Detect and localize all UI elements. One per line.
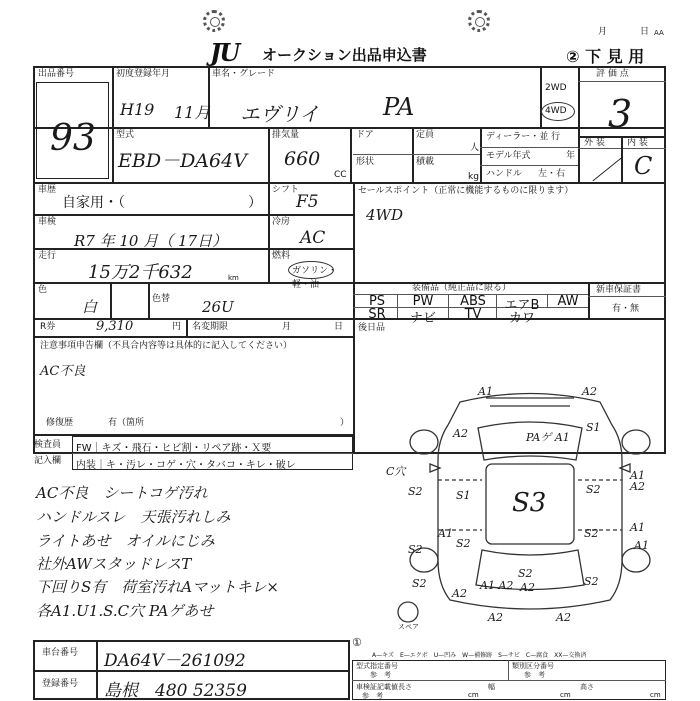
diagram-mark-7: S2 xyxy=(408,485,423,498)
model-value: EBD－DA64V xyxy=(118,150,247,172)
model-label: 型式 xyxy=(116,130,135,140)
circle-one-mark: ① xyxy=(352,636,362,649)
dealer-import-label: ディーラー・並 行 xyxy=(486,132,561,142)
copy-label: ② 下 見 用 xyxy=(566,47,645,66)
deadline-month-label: 月 xyxy=(282,322,292,332)
equip-aw: AW xyxy=(557,294,579,309)
diagram-mark-12: S2 xyxy=(586,483,601,496)
drive-4wd-label: 4WD xyxy=(545,106,567,116)
yen-label: 円 xyxy=(172,322,182,332)
registration-year-value: H19 xyxy=(120,100,155,119)
ju-logo: JU xyxy=(210,38,239,67)
displacement-value: 660 xyxy=(284,148,321,170)
interior-grade-value: C xyxy=(634,152,653,180)
load-label: 積載 xyxy=(416,157,435,167)
retrofit-label: 後日品 xyxy=(358,323,386,333)
model-year-label: モデル年式 xyxy=(486,151,531,161)
diagram-mark-5: PAゲ A1 xyxy=(526,431,570,444)
registration-number-label: 登録番号 xyxy=(42,679,79,689)
car-name-value: エヴリイ xyxy=(240,102,320,126)
handwritten-note-6: 各A1.U1.S.C穴 PAゲあせ xyxy=(36,602,214,620)
cert-reference-label: 車検証記載値 xyxy=(356,683,398,691)
form-title: オークション出品申込書 xyxy=(262,46,427,64)
cooling-label: 冷房 xyxy=(272,217,291,227)
rating-score-value: 3 xyxy=(608,92,633,136)
day-label: 日 xyxy=(640,27,650,37)
diagram-mark-3: S1 xyxy=(586,421,601,434)
diagram-mark-19: S2 xyxy=(584,575,599,588)
cert-reference-ref: 参 考 xyxy=(362,692,383,700)
color-value: 白 xyxy=(82,298,98,316)
diagram-mark-24: A2 xyxy=(488,611,503,624)
diagram-mark-13: S2 xyxy=(584,527,599,540)
diagram-mark-10: S2 xyxy=(456,537,471,550)
sales-point-label: セールスポイント（正常に機能するものに限ります） xyxy=(358,186,574,196)
fuel-label: 燃料 xyxy=(272,251,291,261)
equip-leather: カワ xyxy=(508,311,535,326)
chassis-number-value: DA64V－261092 xyxy=(104,651,246,671)
width-label: 幅 xyxy=(488,683,495,691)
interior-label: 内 装 xyxy=(627,138,648,148)
repair-history-label: 修復歴 xyxy=(46,418,74,428)
diagram-mark-20: A2 xyxy=(520,581,535,594)
mileage-label: 走行 xyxy=(38,251,57,261)
color-change-value: 26U xyxy=(202,298,234,316)
displacement-label: 排気量 xyxy=(272,130,300,140)
drive-2wd-label: 2WD xyxy=(545,83,567,93)
diagram-mark-18: S2 xyxy=(518,567,533,580)
diagram-mark-23: A1 A2 xyxy=(480,579,514,592)
diagram-mark-16: S2 xyxy=(408,543,423,556)
diagram-mark-25: A2 xyxy=(556,611,571,624)
length-unit: cm xyxy=(468,691,479,699)
lot-number-value: 93 xyxy=(50,118,96,159)
cooling-value: AC xyxy=(300,228,326,248)
km-label: km xyxy=(228,274,239,282)
diagram-mark-14: A1 A2 xyxy=(630,469,645,493)
diagram-mark-15: A1 xyxy=(630,521,645,534)
punch-hole-left xyxy=(203,10,225,32)
shift-label: シフト xyxy=(272,185,300,195)
repair-close: ） xyxy=(340,418,350,428)
length-label: 長さ xyxy=(398,683,412,691)
chassis-number-label: 車台番号 xyxy=(42,648,79,658)
sales-point-value: 4WD xyxy=(366,206,403,224)
capacity-label: 定員 xyxy=(416,130,435,140)
recycle-label: R券 xyxy=(40,322,56,332)
color-label: 色 xyxy=(38,285,48,295)
cc-label: CC xyxy=(334,170,347,180)
handwritten-note-3: ライトあせ オイルにじみ xyxy=(36,532,215,550)
usage-value: 自家用・（ xyxy=(62,195,125,211)
shift-value: F5 xyxy=(296,192,319,212)
fuel-gasoline-circle xyxy=(288,261,334,279)
usage-close: ） xyxy=(248,195,262,211)
name-change-deadline-label: 名変期限 xyxy=(192,322,229,332)
handle-options: 左・右 xyxy=(538,169,566,179)
class-number-ref: 参 考 xyxy=(524,671,545,679)
entry-field-label: 記入欄 xyxy=(34,456,62,466)
recycle-fee-value: 9,310 xyxy=(96,319,134,334)
equip-tv: TV xyxy=(464,307,482,322)
spare-label: スペア xyxy=(398,623,419,631)
diagram-mark-8: S1 xyxy=(456,489,471,502)
diagram-mark-11: S3 xyxy=(512,488,547,518)
inspection-interior-row: 内装｜キ・汚レ・コゲ・穴・タバコ・キレ・破レ xyxy=(76,460,296,471)
equip-pw: PW xyxy=(412,294,434,309)
month-label: 月 xyxy=(598,27,608,37)
person-unit-label: 人 xyxy=(470,143,480,153)
rating-label: 評 価 点 xyxy=(596,69,629,79)
registration-number-value: 島根 480 52359 xyxy=(104,681,247,701)
equip-navi: ナビ xyxy=(409,311,436,326)
repair-exists-label: 有（箇所 xyxy=(108,418,145,428)
notice-value: AC不良 xyxy=(40,364,86,379)
width-unit: cm xyxy=(560,691,571,699)
deadline-day-label: 日 xyxy=(334,322,344,332)
handwritten-note-2: ハンドルスレ 天張汚れしみ xyxy=(36,508,231,526)
diagram-mark-9: A1 xyxy=(438,527,453,540)
inspection-fw-row: FW｜キズ・飛石・ヒビ割・リペア跡・Ｘ要 xyxy=(76,443,272,454)
equipment-label: 装備品（純正品に限る） xyxy=(412,283,512,293)
punch-hole-right xyxy=(468,10,490,32)
equip-ps: PS xyxy=(368,294,386,309)
warranty-options: 有・無 xyxy=(612,304,640,314)
color-change-label: 色替 xyxy=(152,294,171,304)
class-number-label: 類別区分番号 xyxy=(512,662,554,670)
shape-label: 形状 xyxy=(356,157,375,167)
lot-number-label: 出品番号 xyxy=(38,69,75,79)
fuel-options: ガソリン・軽・油 xyxy=(292,266,338,290)
equip-airbag: エアB xyxy=(504,298,540,313)
grade-value: PA xyxy=(383,93,415,121)
diagram-mark-4: A2 xyxy=(453,427,468,440)
handwritten-note-4: 社外AWスタッドレスT xyxy=(36,555,192,573)
handle-label: ハンドル xyxy=(486,169,523,179)
new-car-warranty-label: 新車保証書 xyxy=(596,285,642,295)
damage-legend: A—キズ E—エクボ U—凹み W—補修跡 S—サビ C—腐食 XX—交換済 xyxy=(372,652,587,659)
type-designation-ref: 参 考 xyxy=(370,671,391,679)
exterior-label: 外 装 xyxy=(584,138,605,148)
kg-label: kg xyxy=(468,172,479,182)
car-name-label: 車名・グレード xyxy=(212,69,276,79)
mileage-value: 15万2千632 xyxy=(88,262,193,283)
handwritten-note-1: AC不良 シートコゲ汚れ xyxy=(36,484,208,502)
usage-label: 車歴 xyxy=(38,185,57,195)
door-label: ドア xyxy=(356,130,374,140)
notice-label: 注意事項申告欄（不具合内容等は具体的に記入してください） xyxy=(40,341,293,351)
model-year-suffix: 年 xyxy=(566,151,576,161)
inspector-label: 検査員 xyxy=(34,440,62,450)
diagram-mark-6: C穴 xyxy=(386,465,406,478)
drive-4wd-circle xyxy=(541,102,575,121)
diagram-mark-21: S2 xyxy=(412,577,427,590)
registration-month-value: 11月 xyxy=(174,103,211,122)
inspection-date-value: R7 年 10 月（ 17日） xyxy=(74,232,228,250)
height-unit: cm xyxy=(650,691,661,699)
equip-sr: SR xyxy=(368,307,386,322)
diagram-mark-17: A1 xyxy=(634,539,649,552)
day-suffix: AA xyxy=(654,29,664,37)
inspection-label: 車検 xyxy=(38,217,57,227)
handwritten-note-5: 下回りS有 荷室汚れAマットキレ× xyxy=(36,578,279,596)
equip-abs: ABS xyxy=(460,294,486,309)
height-label: 高さ xyxy=(580,683,594,691)
diagram-mark-2: A2 xyxy=(582,385,597,398)
exterior-grade-value: ／ xyxy=(592,156,619,186)
type-designation-label: 型式指定番号 xyxy=(356,662,398,670)
first-registration-label: 初度登録年月 xyxy=(116,69,171,79)
diagram-mark-22: A2 xyxy=(452,587,467,600)
diagram-mark-1: A1 xyxy=(478,385,493,398)
